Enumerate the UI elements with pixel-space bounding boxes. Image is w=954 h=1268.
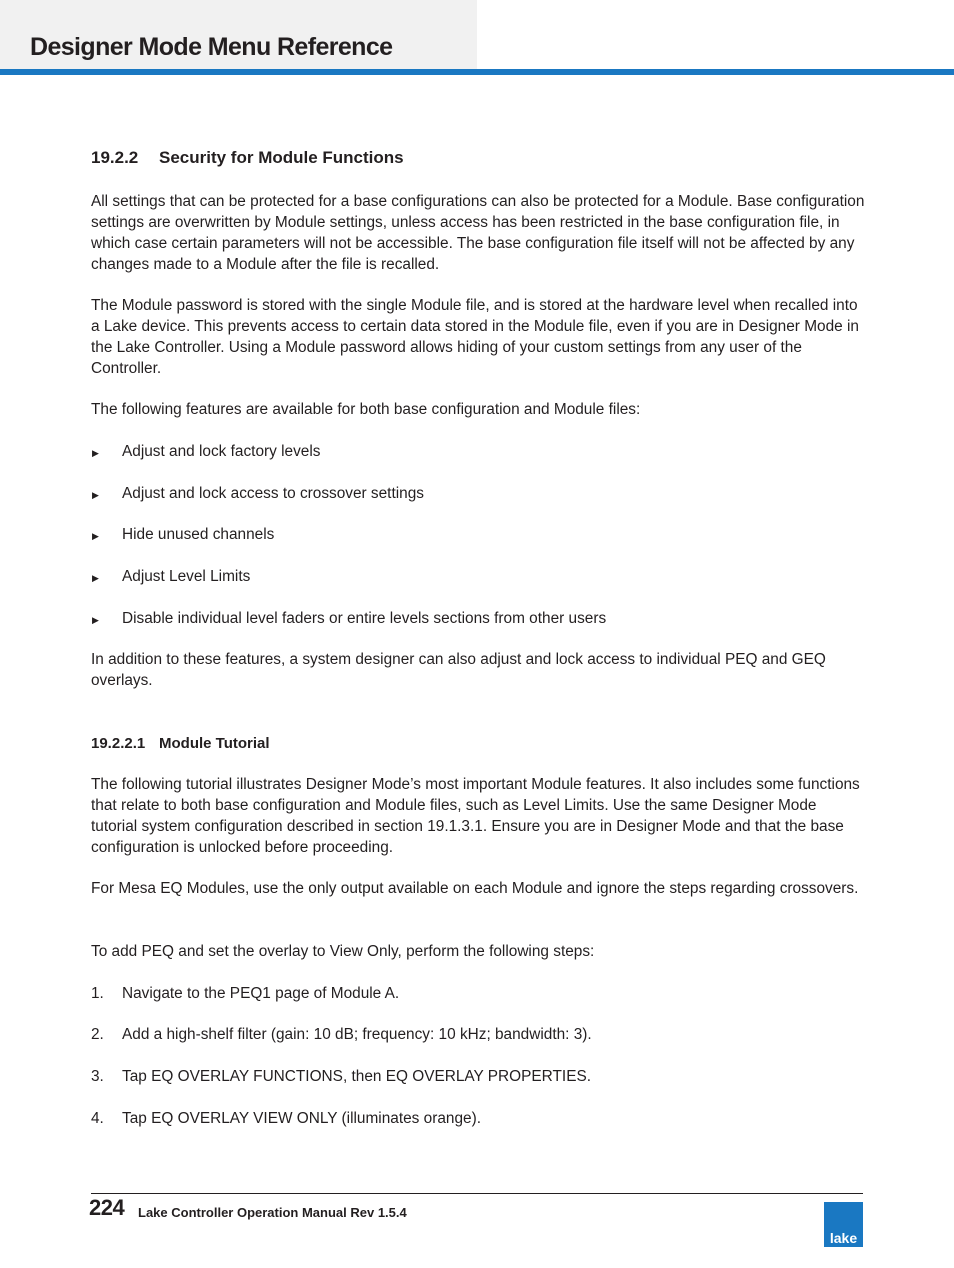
step-number: 4. bbox=[91, 1110, 104, 1127]
section-number: 19.2.2 bbox=[91, 148, 139, 167]
paragraph: The following features are available for both base configuration and Module files: bbox=[91, 401, 641, 418]
step-text: Navigate to the PEQ1 page of Module A. bbox=[122, 985, 400, 1002]
section-title: Security for Module Functions bbox=[159, 148, 404, 167]
header-rule bbox=[0, 69, 954, 75]
bullet-triangle-icon: ▶ bbox=[92, 573, 99, 583]
step-number: 2. bbox=[91, 1026, 104, 1043]
paragraph: The following tutorial illustrates Designer Mode’s most important Module features. It also includes some functions that relate to both base configuration and Module files, such as Level Limits. Use the same Designer Mode tutorial system configuration described in section 19.1.3.1. Ensure you are in Designer Mode and that the base configuration is unlocked before proceeding. bbox=[91, 776, 860, 856]
bullet-triangle-icon: ▶ bbox=[92, 615, 99, 625]
bullet-triangle-icon: ▶ bbox=[92, 490, 99, 500]
bullet-text: Adjust Level Limits bbox=[122, 568, 251, 585]
lake-logo bbox=[824, 1202, 863, 1247]
logo-text: lake bbox=[829, 1230, 858, 1246]
bullet-text: Disable individual level faders or entire levels sections from other users bbox=[122, 610, 607, 627]
step-number: 1. bbox=[91, 985, 104, 1002]
bullet-text: Adjust and lock factory levels bbox=[122, 443, 321, 460]
step-text: Add a high-shelf filter (gain: 10 dB; frequency: 10 kHz; bandwidth: 3). bbox=[122, 1026, 592, 1043]
step-text: Tap EQ OVERLAY VIEW ONLY (illuminates orange). bbox=[122, 1110, 481, 1127]
paragraph: For Mesa EQ Modules, use the only output available on each Module and ignore the steps regarding crossovers. bbox=[91, 880, 859, 897]
section-heading bbox=[91, 148, 404, 168]
paragraph: To add PEQ and set the overlay to View Only, perform the following steps: bbox=[91, 943, 595, 960]
bullet-text: Hide unused channels bbox=[122, 526, 275, 543]
subsection-title: Module Tutorial bbox=[159, 735, 270, 752]
paragraph: In addition to these features, a system designer can also adjust and lock access to individual PEQ and GEQ overlays. bbox=[91, 651, 826, 689]
step-text: Tap EQ OVERLAY FUNCTIONS, then EQ OVERLAY PROPERTIES. bbox=[122, 1068, 591, 1085]
paragraph: All settings that can be protected for a base configurations can also be protected for a Module. Base configuration settings are overwritten by Module settings, unless access has been restricted in the base configuration file, in which case certain parameters will not be accessible. The base configuration file itself will not be affected by any changes made to a Module after the file is recalled. bbox=[91, 193, 865, 273]
footer-rule bbox=[91, 1193, 863, 1194]
step-number: 3. bbox=[91, 1068, 104, 1085]
subsection-heading bbox=[91, 735, 270, 752]
paragraph: The Module password is stored with the single Module file, and is stored at the hardware level when recalled into a Lake device. This prevents access to certain data stored in the Module file, even if you are in Designer Mode in the Lake Controller. Using a Module password allows hiding of your custom settings from any user of the Controller. bbox=[91, 297, 859, 377]
page-header-title: Designer Mode Menu Reference bbox=[30, 33, 393, 61]
subsection-number: 19.2.2.1 bbox=[91, 735, 146, 752]
footer-manual-title: Lake Controller Operation Manual Rev 1.5.4 bbox=[138, 1205, 407, 1220]
bullet-triangle-icon: ▶ bbox=[92, 531, 99, 541]
bullet-triangle-icon: ▶ bbox=[92, 448, 99, 458]
page-number: 224 bbox=[89, 1195, 125, 1220]
bullet-text: Adjust and lock access to crossover settings bbox=[122, 485, 424, 502]
